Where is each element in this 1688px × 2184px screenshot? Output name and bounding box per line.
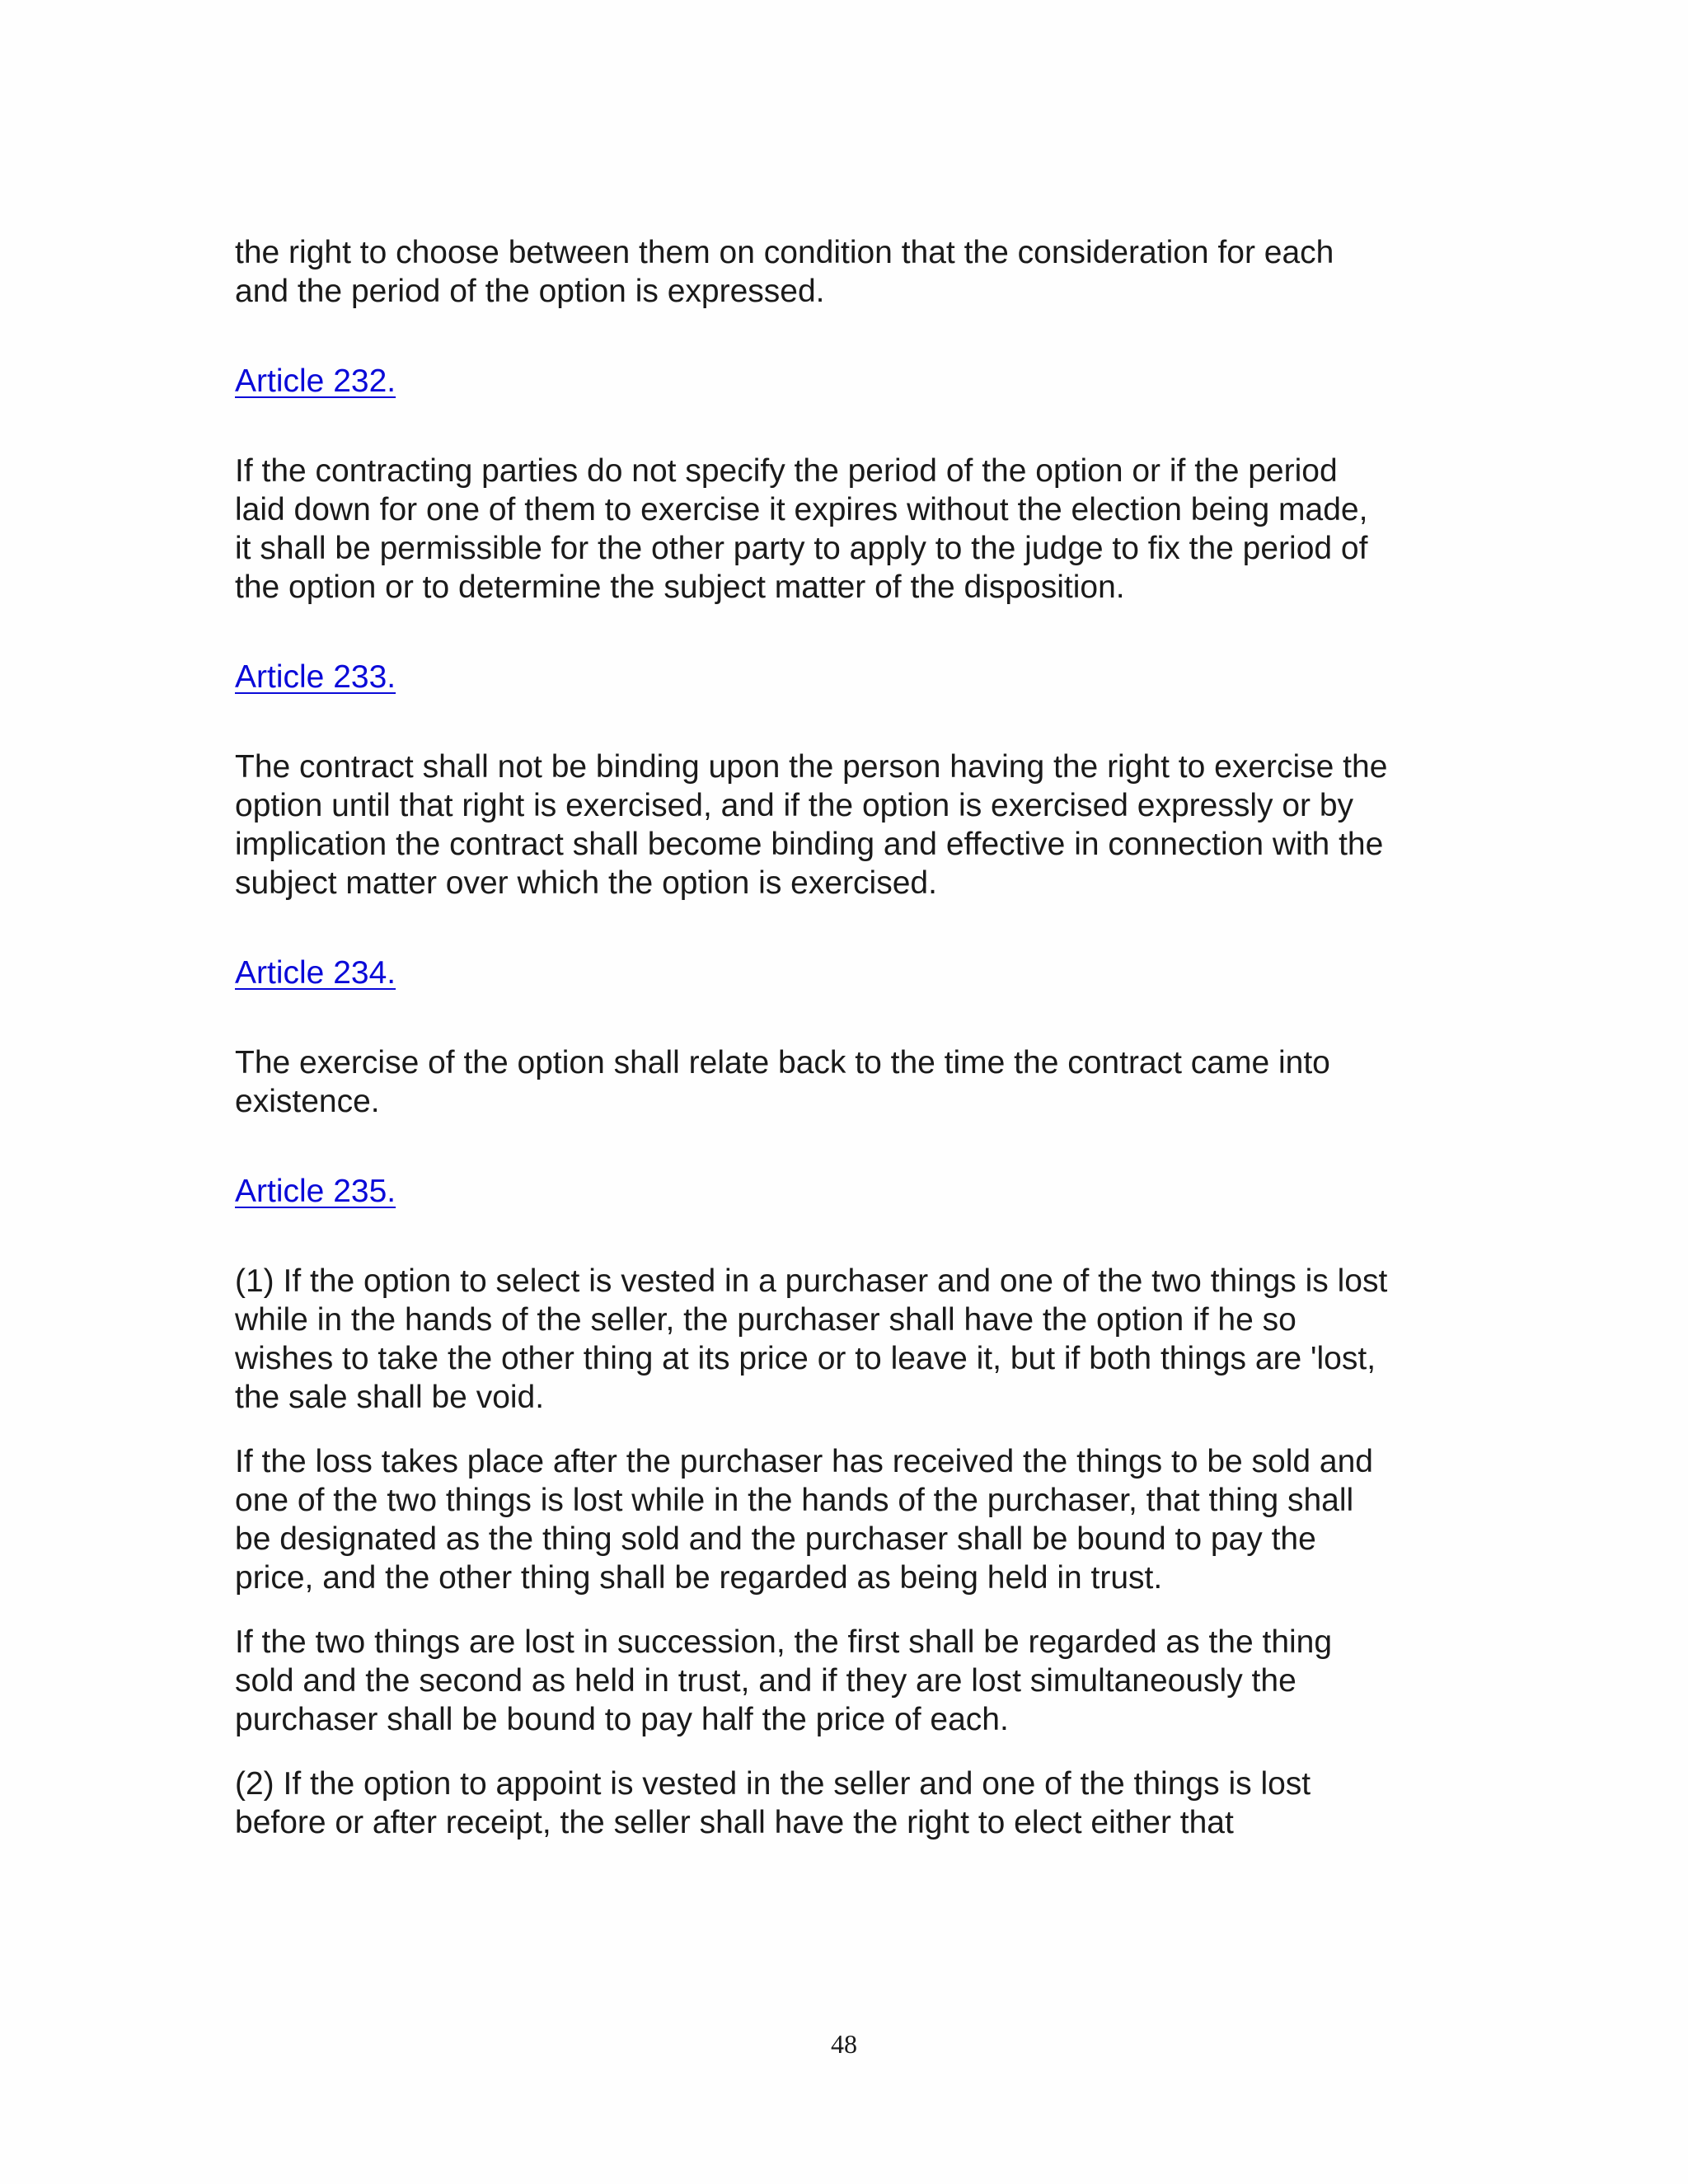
article-234-text: The exercise of the option shall relate back to the time the contract came into existence. xyxy=(235,1045,1330,1119)
article-235-paragraph-3: If the two things are lost in succession, the first shall be regarded as the thing sold and the second as held in trust, and if they are lost simultaneously the purchaser shall be bound to pay half the price of each. xyxy=(235,1624,1333,1737)
article-232-heading xyxy=(235,362,1471,401)
article-235-paragraph-1: (1) If the option to select is vested in a purchaser and one of the two things is lost while in the hands of the seller, the purchaser shall have the option if he so wishes to take the other thing at its price or to leave it, but if both things are 'lost, the sale shall be void. xyxy=(235,1263,1388,1415)
article-234-link[interactable]: Article 234. xyxy=(235,955,396,991)
article-235-link[interactable]: Article 235. xyxy=(235,1174,396,1209)
page-number: 48 xyxy=(831,2029,857,2059)
article-235-paragraph-4: (2) If the option to appoint is vested in the seller and one of the things is lost before or after receipt, the seller shall have the right to elect either that xyxy=(235,1766,1311,1840)
article-233-heading xyxy=(235,658,1471,696)
page-body xyxy=(235,233,1471,1842)
article-233-text: The contract shall not be binding upon the person having the right to exercise the option until that right is exercised, and if the option is exercised expressly or by implication the contract shall become binding and effective in connection with the subject matter over which the option is exercised. xyxy=(235,749,1388,901)
article-235-paragraph-2: If the loss takes place after the purchaser has received the things to be sold and one of the two things is lost while in the hands of the purchaser, that thing shall be designated as the thing sold and the purchaser shall be bound to pay the price, and the other thing shall be regarded as being held in trust. xyxy=(235,1444,1373,1596)
article-232-text: If the contracting parties do not specify the period of the option or if the period laid down for one of them to exercise it expires without the election being made, it shall be permissible for the other party to apply to the judge to fix the period of the option or to determine the subject matter of the disposition. xyxy=(235,453,1368,605)
continuation-paragraph: the right to choose between them on condition that the consideration for each and the period of the option is expressed. xyxy=(235,235,1334,309)
article-233-link[interactable]: Article 233. xyxy=(235,659,396,695)
article-234-heading xyxy=(235,954,1471,992)
article-235-heading xyxy=(235,1172,1471,1211)
article-232-link[interactable]: Article 232. xyxy=(235,363,396,399)
